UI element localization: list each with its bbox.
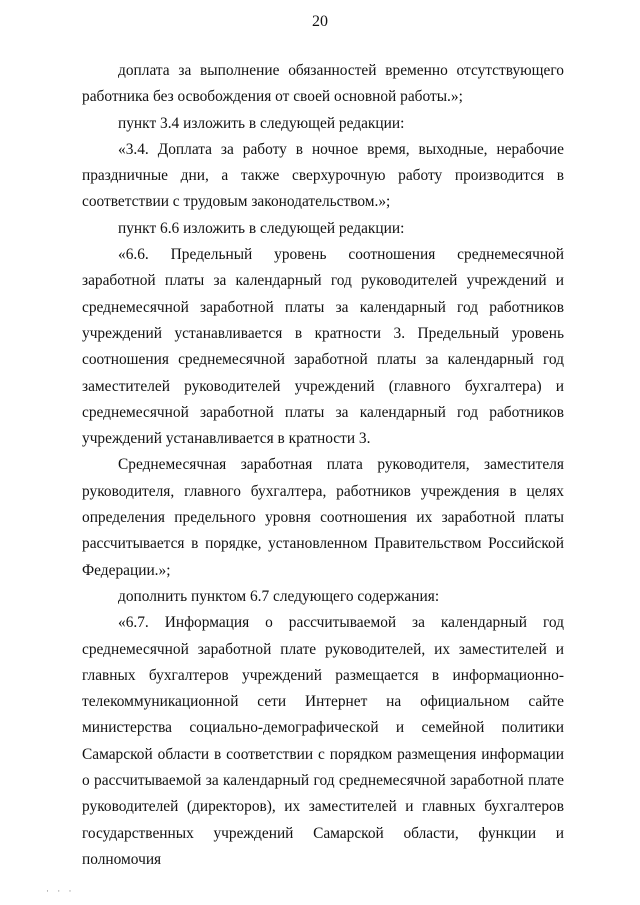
- paragraph-4: пункт 6.6 изложить в следующей редакции:: [118, 219, 405, 237]
- paragraph-6: Среднемесячная заработная плата руководителя, заместителя руководителя, главного бухгалтера, работников учреждения в целях определения предельного уровня соотношения их заработной платы рассчитывается в порядке, установленном Правительством Российской Федерации.»;: [82, 456, 564, 579]
- document-body: [82, 58, 564, 873]
- page-number: 20: [312, 13, 328, 30]
- paragraph-3: «3.4. Доплата за работу в ночное время, выходные, нерабочие праздничные дни, а также сверхурочную работу производится в соответствии с трудовым законодательством.»;: [82, 140, 564, 211]
- paragraph-8: «6.7. Информация о рассчитываемой за календарный год среднемесячной заработной плате руководителей, их заместителей и главных бухгалтеров учреждений размещается в информационно-телекоммуникационной сети Интернет на официальном сайте министерства социально-демографической и семейной политики Самарской области в соответствии с порядком размещения информации о рассчитываемой за календарный год среднемесячной заработной плате руководителей (директоров), их заместителей и главных бухгалтеров государственных учреждений Самарской области, функции и полномочия: [82, 614, 564, 868]
- paragraph-7: дополнить пунктом 6.7 следующего содержания:: [118, 587, 440, 605]
- paragraph-2: пункт 3.4 изложить в следующей редакции:: [118, 114, 405, 132]
- scan-artifact: · · ·: [46, 886, 75, 896]
- paragraph-5: «6.6. Предельный уровень соотношения среднемесячной заработной платы за календарный год руководителей учреждений и среднемесячной заработной платы за календарный год работников учреждений устанавливается в кратности 3. Предельный уровень соотношения среднемесячной заработной платы за календарный год заместителей руководителей учреждений (главного бухгалтера) и среднемесячной заработной платы за календарный год работников учреждений устанавливается в кратности 3.: [82, 246, 564, 448]
- paragraph-1: доплата за выполнение обязанностей временно отсутствующего работника без освобождения от своей основной работы.»;: [82, 62, 564, 106]
